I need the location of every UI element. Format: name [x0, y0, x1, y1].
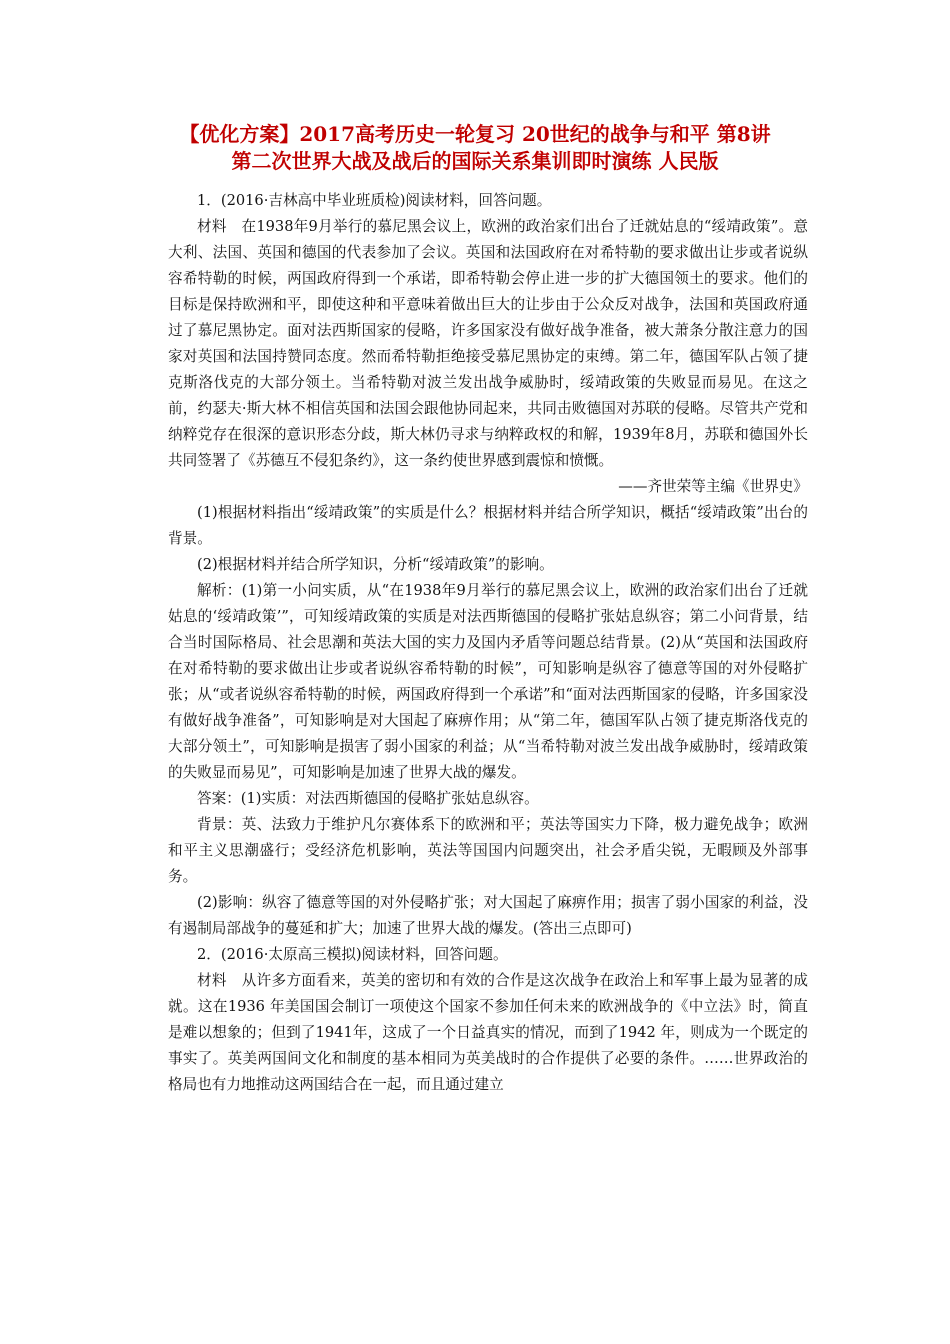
question-1-sub-1: (1)根据材料指出“绥靖政策”的实质是什么？根据材料并结合所学知识，概括“绥靖政策”出台的背景。 [168, 504, 808, 547]
question-2-material: 材料 从许多方面看来，英美的密切和有效的合作是这次战争在政治上和军事上最为显著的成就。这在1936 年美国国会制订一项使这个国家不参加任何未来的欧洲战争的《中立法》时，简直是难以想象的；但到了1941年，这成了一个日益真实的情况，而到了1942 年，则成为一个既定的事实了。英美两国间文化和制度的基本相同为英美战时的合作提供了必要的条件。……世界政治的格局也有力地推动这两国结合在一起，而且通过建立 [168, 972, 808, 1093]
question-1-source: ——齐世荣等主编《世界史》 [618, 478, 808, 495]
question-1-heading: 1．(2016·吉林高中毕业班质检)阅读材料，回答问题。 [197, 192, 552, 209]
document-body [168, 188, 808, 1098]
question-1-analysis: 解析：(1)第一小问实质，从“在1938年9月举行的慕尼黑会议上，欧洲的政治家们出台了迁就姑息的‘绥靖政策’”，可知绥靖政策的实质是对法西斯德国的侵略扩张姑息纵容；第二小问背景，结合当时国际格局、社会思潮和英法大国的实力及国内矛盾等问题总结背景。(2)从“英国和法国政府在对希特勒的要求做出让步或者说纵容希特勒的时候”，可知影响是纵容了德意等国的对外侵略扩张；从“或者说纵容希特勒的时候，两国政府得到一个承诺”和“面对法西斯国家的侵略，许多国家没有做好战争准备”，可知影响是对大国起了麻痹作用；从“第二年，德国军队占领了捷克斯洛伐克的大部分领土”，可知影响是损害了弱小国家的利益；从“当希特勒对波兰发出战争威胁时，绥靖政策的失败显而易见”，可知影响是加速了世界大战的爆发。 [168, 582, 808, 781]
question-1-sub-2: (2)根据材料并结合所学知识，分析“绥靖政策”的影响。 [197, 556, 554, 573]
question-1-answer-1: 答案：(1)实质：对法西斯德国的侵略扩张姑息纵容。 [197, 790, 539, 807]
question-1-answer-2: (2)影响：纵容了德意等国的对外侵略扩张；对大国起了麻痹作用；损害了弱小国家的利益，没有遏制局部战争的蔓延和扩大；加速了世界大战的爆发。(答出三点即可) [168, 894, 808, 937]
document-title-line-2: 第二次世界大战及战后的国际关系集训即时演练 人民版 [231, 149, 719, 173]
document-title-line-1: 【优化方案】2017高考历史一轮复习 20世纪的战争与和平 第8讲 [179, 122, 771, 146]
question-2-heading: 2．(2016·太原高三模拟)阅读材料，回答问题。 [197, 946, 508, 963]
question-1-answer-background: 背景：英、法致力于维护凡尔赛体系下的欧洲和平；英法等国实力下降，极力避免战争；欧洲和平主义思潮盛行；受经济危机影响，英法等国国内问题突出，社会矛盾尖锐，无暇顾及外部事务。 [168, 816, 808, 885]
question-1-material: 材料 在1938年9月举行的慕尼黑会议上，欧洲的政治家们出台了迁就姑息的“绥靖政策”。意大利、法国、英国和德国的代表参加了会议。英国和法国政府在对希特勒的要求做出让步或者说纵容希特勒的时候，两国政府得到一个承诺，即希特勒会停止进一步的扩大德国领土的要求。他们的目标是保持欧洲和平，即使这种和平意味着做出巨大的让步由于公众反对战争，法国和英国政府通过了慕尼黑协定。面对法西斯国家的侵略，许多国家没有做好战争准备，被大萧条分散注意力的国家对英国和法国持赞同态度。然而希特勒拒绝接受慕尼黑协定的束缚。第二年，德国军队占领了捷克斯洛伐克的大部分领土。当希特勒对波兰发出战争威胁时，绥靖政策的失败显而易见。在这之前，约瑟夫·斯大林不相信英国和法国会跟他协同起来，共同击败德国对苏联的侵略。尽管共产党和纳粹党存在很深的意识形态分歧，斯大林仍寻求与纳粹政权的和解，1939年8月，苏联和德国外长共同签署了《苏德互不侵犯条约》，这一条约使世界感到震惊和愤慨。 [168, 218, 808, 469]
